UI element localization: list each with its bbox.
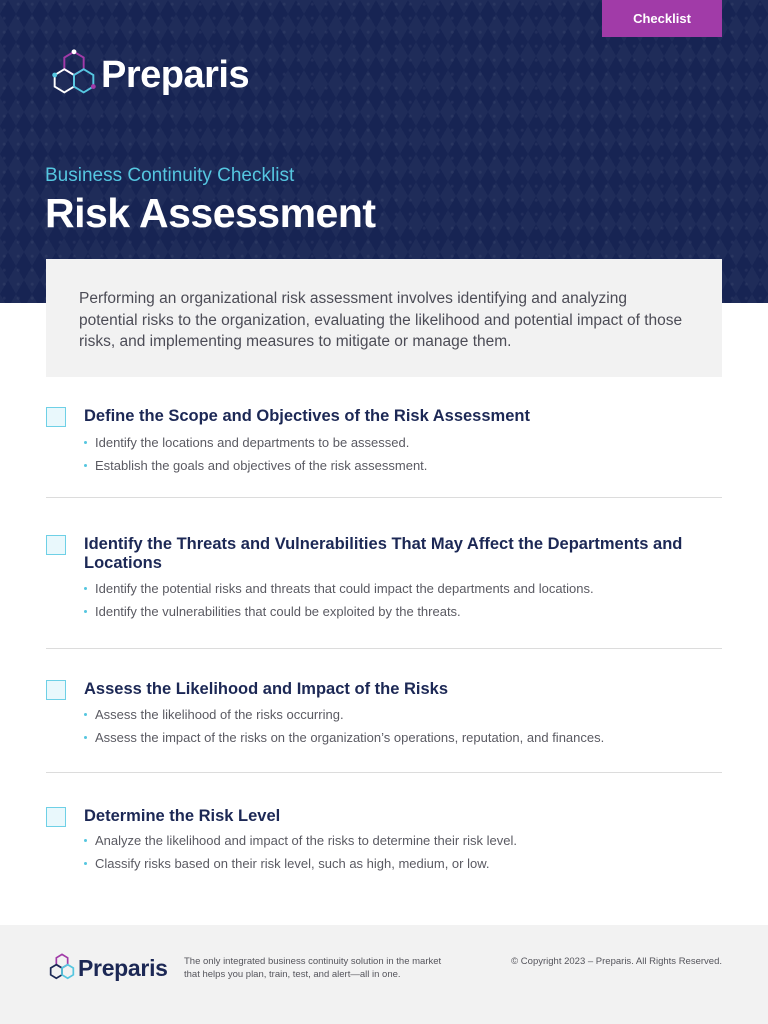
checkbox-icon[interactable] (46, 807, 66, 827)
footer-tagline (184, 955, 464, 981)
checkbox-icon[interactable] (46, 535, 66, 555)
bullet-text: Classify risks based on their risk level, such as high, medium, or low. (95, 856, 490, 871)
bullet-text: Assess the likelihood of the risks occurring. (95, 707, 344, 722)
hero-banner (0, 0, 768, 303)
logo-wordmark: Preparis (101, 53, 250, 96)
bullet-dot-icon (84, 713, 87, 716)
intro-box: Performing an organizational risk assessment involves identifying and analyzing potential risks to the organization, evaluating the likelihood and potential impact of those risks, and implementing measures to mitigate or manage them. (46, 259, 722, 377)
list-item (84, 829, 704, 852)
preparis-logo (45, 46, 249, 104)
list-item (84, 600, 704, 623)
page-subtitle: Business Continuity Checklist (45, 165, 295, 186)
checklist-heading: Assess the Likelihood and Impact of the Risks (84, 680, 449, 698)
bullet-list (84, 703, 704, 749)
checklist-tag: Checklist (602, 0, 722, 37)
list-item (84, 726, 704, 749)
footer-logo (45, 951, 168, 985)
preparis-logo-icon (45, 46, 103, 104)
divider (46, 772, 722, 773)
list-item (84, 431, 704, 454)
checklist-heading: Determine the Risk Level (84, 807, 281, 825)
footer-copyright: © Copyright 2023 – Preparis. All Rights Reserved. (511, 956, 722, 967)
preparis-logo-icon (45, 951, 79, 985)
checklist-heading: Identify the Threats and Vulnerabilities That May Affect the Departments and Locations (84, 535, 683, 572)
bullet-text: Assess the impact of the risks on the organization’s operations, reputation, and finances. (95, 730, 605, 745)
footer-logo-wordmark: Preparis (78, 954, 168, 981)
bullet-dot-icon (84, 610, 87, 613)
list-item (84, 703, 704, 726)
divider (46, 497, 722, 498)
list-item (84, 852, 704, 875)
bullet-dot-icon (84, 862, 87, 865)
bullet-text: Identify the vulnerabilities that could be exploited by the threats. (95, 604, 461, 619)
bullet-dot-icon (84, 587, 87, 590)
list-item (84, 577, 704, 600)
bullet-dot-icon (84, 464, 87, 467)
bullet-text: Establish the goals and objectives of the risk assessment. (95, 458, 428, 473)
bullet-dot-icon (84, 441, 87, 444)
divider (46, 648, 722, 649)
page-title: Risk Assessment (45, 190, 376, 236)
footer-tagline-line: that helps you plan, train, test, and alert—all in one. (184, 969, 401, 980)
footer-tagline-line: The only integrated business continuity solution in the market (184, 956, 442, 967)
bullet-list (84, 577, 704, 623)
bullet-dot-icon (84, 839, 87, 842)
bullet-dot-icon (84, 736, 87, 739)
footer (0, 925, 768, 1024)
list-item (84, 454, 704, 477)
bullet-list (84, 829, 704, 875)
bullet-text: Identify the potential risks and threats that could impact the departments and locations. (95, 581, 594, 596)
bullet-list (84, 431, 704, 477)
checkbox-icon[interactable] (46, 680, 66, 700)
checklist-heading: Define the Scope and Objectives of the Risk Assessment (84, 407, 530, 425)
bullet-text: Identify the locations and departments to be assessed. (95, 435, 410, 450)
bullet-text: Analyze the likelihood and impact of the risks to determine their risk level. (95, 833, 517, 848)
checkbox-icon[interactable] (46, 407, 66, 427)
